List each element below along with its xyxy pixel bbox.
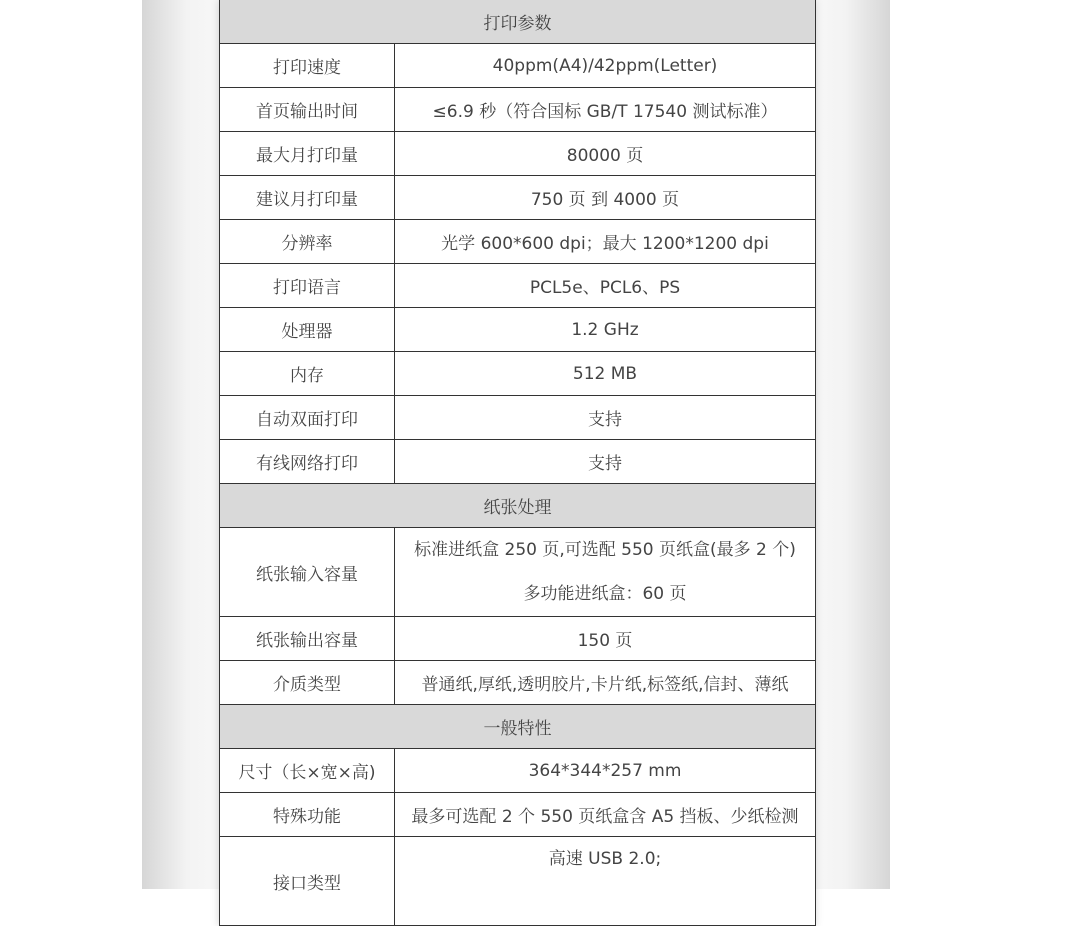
table-row [220,44,816,88]
table-row [220,220,816,264]
row-label: 建议月打印量 [220,176,395,220]
table-row [220,617,816,661]
row-value: 150 页 [395,617,816,661]
table-row [220,396,816,440]
section-header-print [220,0,816,44]
row-value: 支持 [395,396,816,440]
row-value-line: 高速 USB 2.0; [548,849,662,869]
row-label: 自动双面打印 [220,396,395,440]
table-row [220,352,816,396]
section-header-general [220,705,816,749]
row-label: 接口类型 [220,837,395,926]
row-label: 介质类型 [220,661,395,705]
table-row [220,88,816,132]
row-label: 尺寸（长×宽×高) [220,749,395,793]
row-value: 支持 [395,440,816,484]
table-row [220,308,816,352]
table-row [220,176,816,220]
table-row [220,793,816,837]
row-label: 最大月打印量 [220,132,395,176]
row-label: 内存 [220,352,395,396]
row-value: 750 页 到 4000 页 [395,176,816,220]
table-row [220,132,816,176]
section-title: 打印参数 [220,0,816,44]
row-label: 打印语言 [220,264,395,308]
row-value-line: 标准进纸盒 250 页,可选配 550 页纸盒(最多 2 个) [414,540,796,560]
row-label: 处理器 [220,308,395,352]
row-label: 首页输出时间 [220,88,395,132]
table-row [220,661,816,705]
table-row [220,528,816,617]
spec-card [219,0,815,926]
table-row [220,837,816,926]
row-value: ≤6.9 秒（符合国标 GB/T 17540 测试标准） [395,88,816,132]
row-label: 打印速度 [220,44,395,88]
row-value: PCL5e、PCL6、PS [395,264,816,308]
row-value: 40ppm(A4)/42ppm(Letter) [395,44,816,88]
table-row [220,264,816,308]
row-value-line: 多功能进纸盒：60 页 [523,584,687,604]
row-value: 364*344*257 mm [395,749,816,793]
row-value: 光学 600*600 dpi；最大 1200*1200 dpi [395,220,816,264]
row-value: 普通纸,厚纸,透明胶片,卡片纸,标签纸,信封、薄纸 [395,661,816,705]
row-value-multiline [395,528,816,617]
row-value: 最多可选配 2 个 550 页纸盒含 A5 挡板、少纸检测 [395,793,816,837]
table-row [220,749,816,793]
row-label: 分辨率 [220,220,395,264]
row-value-multiline [395,837,816,926]
section-title: 一般特性 [220,705,816,749]
row-label: 纸张输出容量 [220,617,395,661]
row-label: 纸张输入容量 [220,528,395,617]
section-title: 纸张处理 [220,484,816,528]
table-row [220,440,816,484]
section-header-paper [220,484,816,528]
row-value: 80000 页 [395,132,816,176]
spec-table [219,0,816,926]
row-value: 512 MB [395,352,816,396]
row-value: 1.2 GHz [395,308,816,352]
row-label: 有线网络打印 [220,440,395,484]
row-label: 特殊功能 [220,793,395,837]
